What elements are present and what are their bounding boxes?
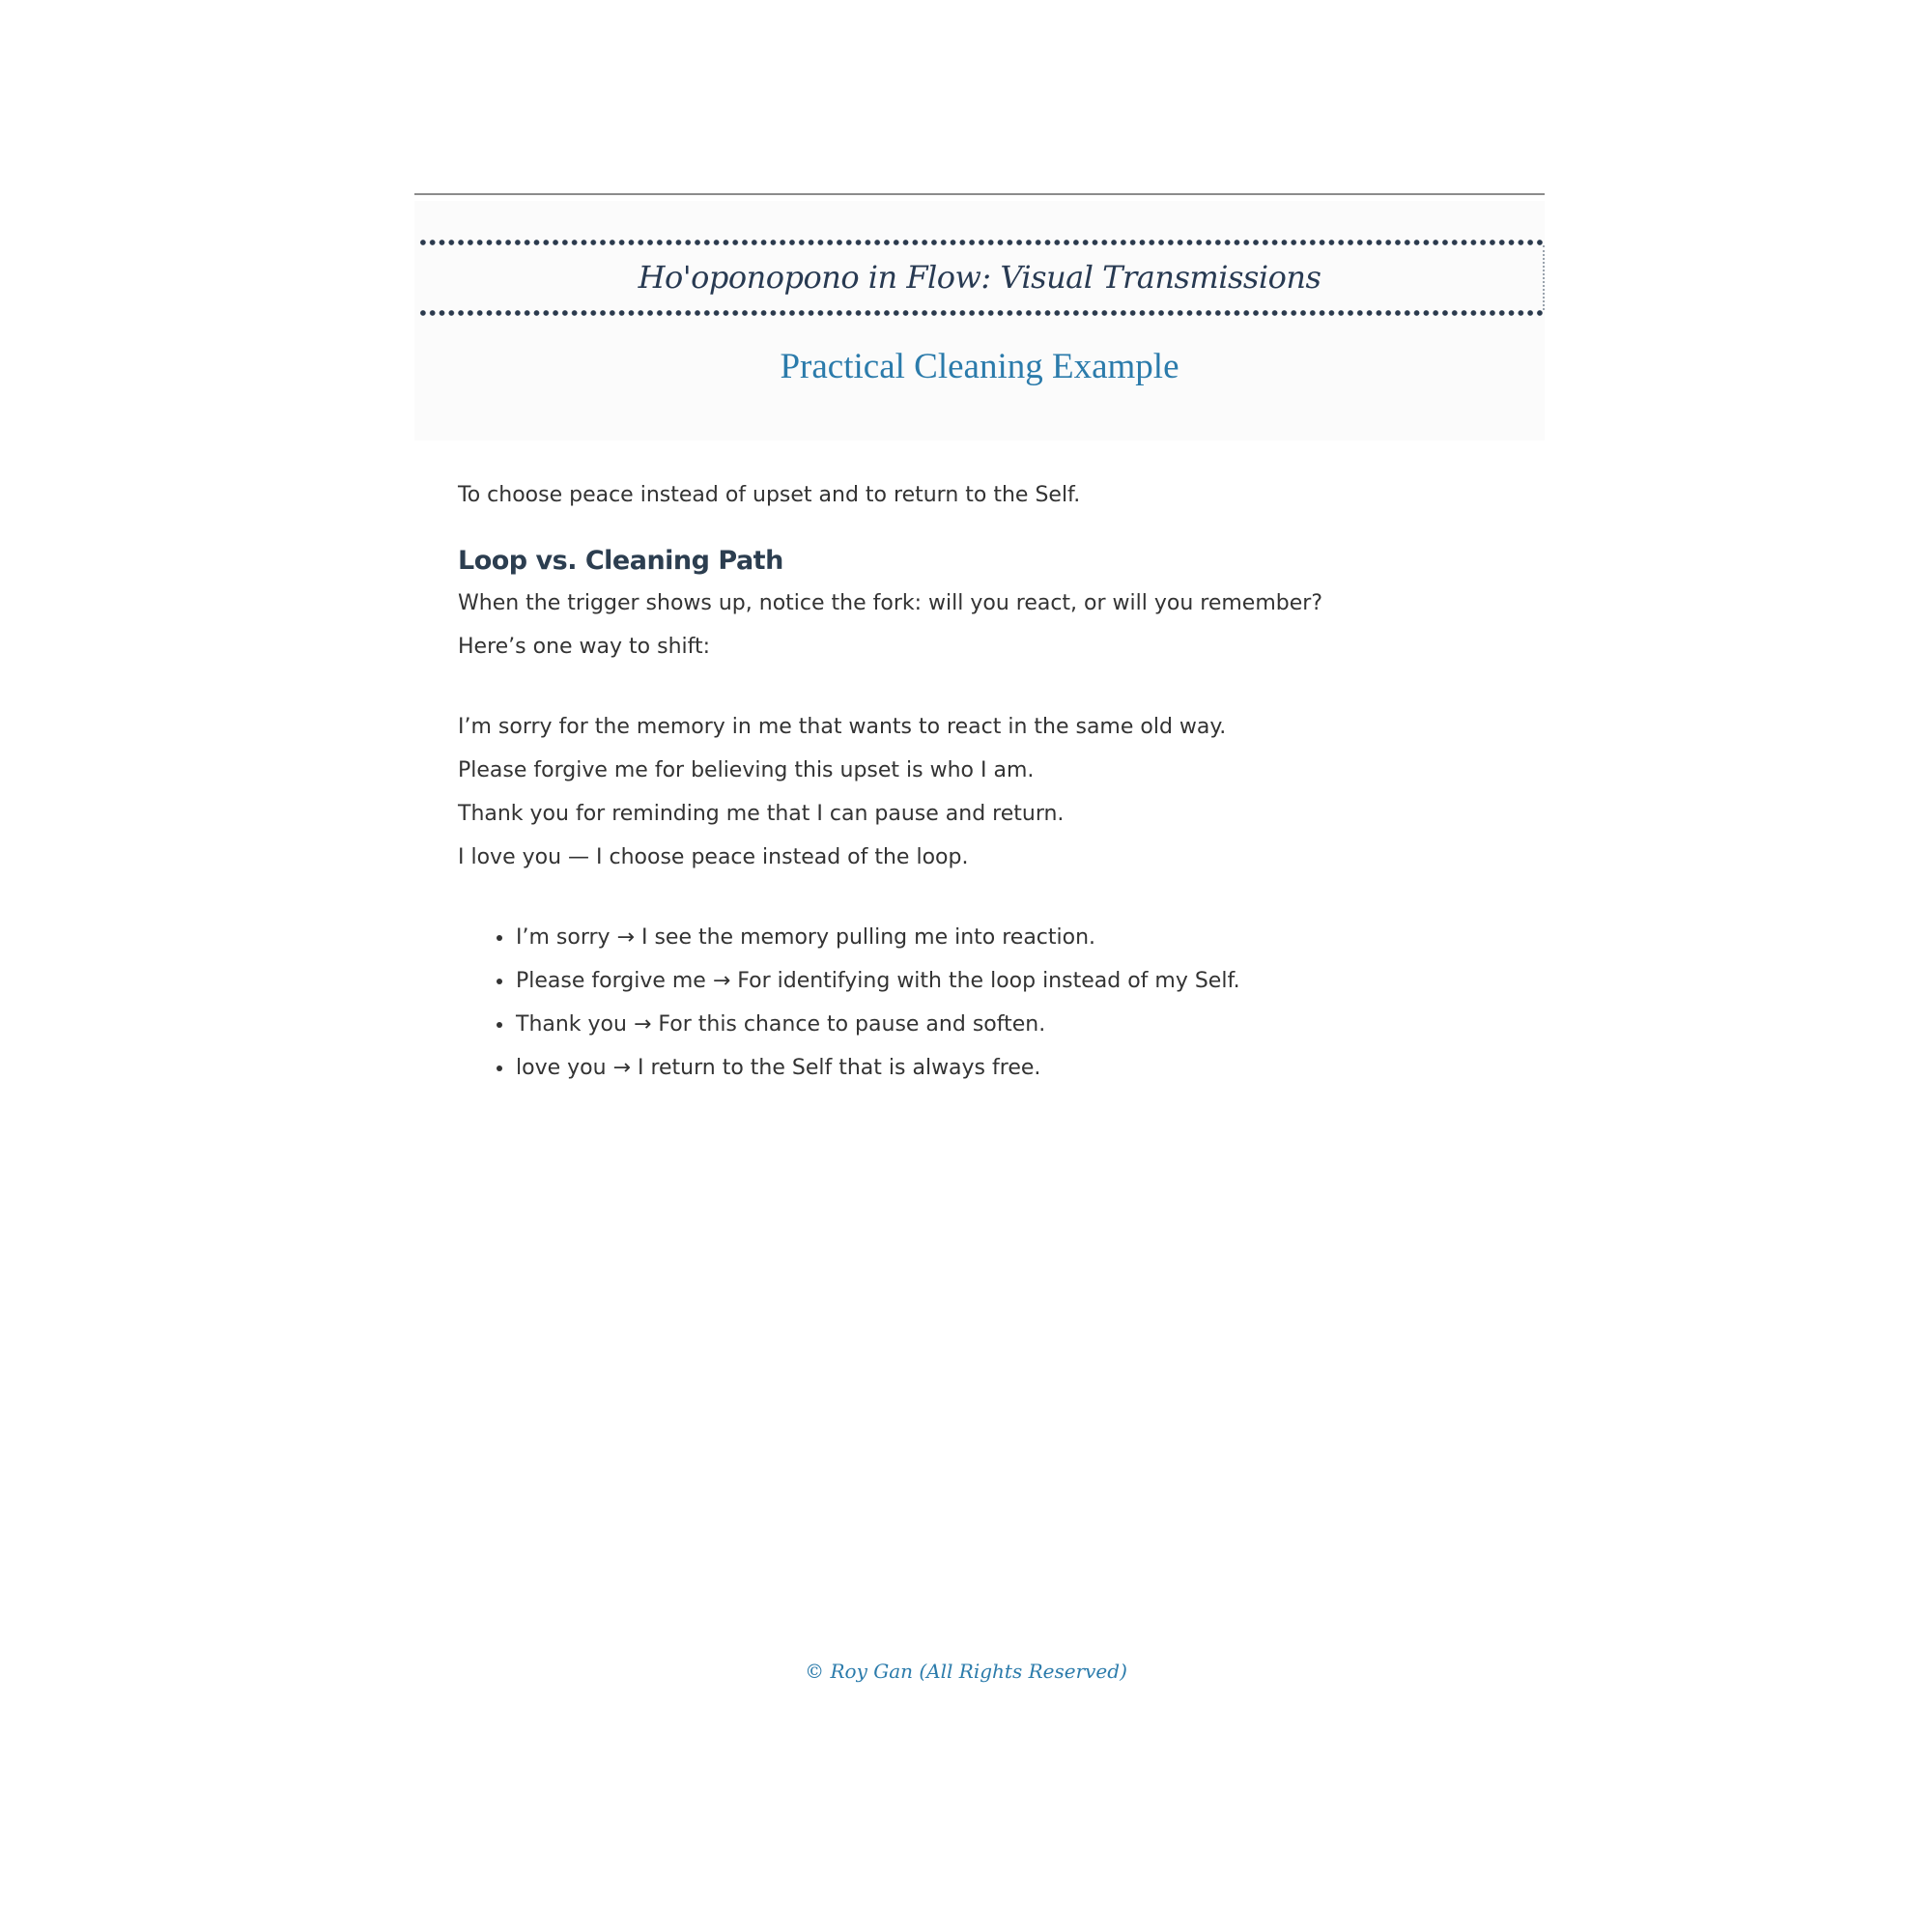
list-item: Thank you → For this chance to pause and soften.: [516, 1003, 1545, 1046]
prayer-line: I love you — I choose peace instead of the loop.: [458, 845, 969, 869]
content-body: [458, 473, 1545, 1090]
intro-text: To choose peace instead of upset and to return to the Self.: [458, 483, 1081, 507]
banner-right-edge: [1543, 245, 1545, 310]
section-line: When the trigger shows up, notice the fork: will you react, or will you remember?: [458, 591, 1322, 615]
copyright-footer: © Roy Gan (All Rights Reserved): [805, 1660, 1127, 1683]
bullet-list: [458, 916, 1545, 1090]
section-line: Here’s one way to shift:: [458, 635, 711, 659]
prayer-line: Please forgive me for believing this upset is who I am.: [458, 758, 1035, 782]
prayer-line: Thank you for reminding me that I can pause and return.: [458, 802, 1065, 826]
section-heading: Loop vs. Cleaning Path: [458, 546, 783, 576]
title-banner: [414, 201, 1545, 440]
series-title: Ho'oponopono in Flow: Visual Transmissions: [638, 259, 1321, 296]
list-item: love you → I return to the Self that is always free.: [516, 1046, 1545, 1090]
dotted-border-top: [418, 240, 1545, 245]
top-divider: [414, 193, 1545, 195]
document-page: [414, 193, 1545, 1090]
prayer-line: I’m sorry for the memory in me that wants to react in the same old way.: [458, 715, 1227, 739]
list-item: Please forgive me → For identifying with the loop instead of my Self.: [516, 959, 1545, 1003]
list-item: I’m sorry → I see the memory pulling me into reaction.: [516, 916, 1545, 959]
page-title: Practical Cleaning Example: [780, 347, 1179, 386]
dotted-border-bottom: [418, 310, 1545, 316]
